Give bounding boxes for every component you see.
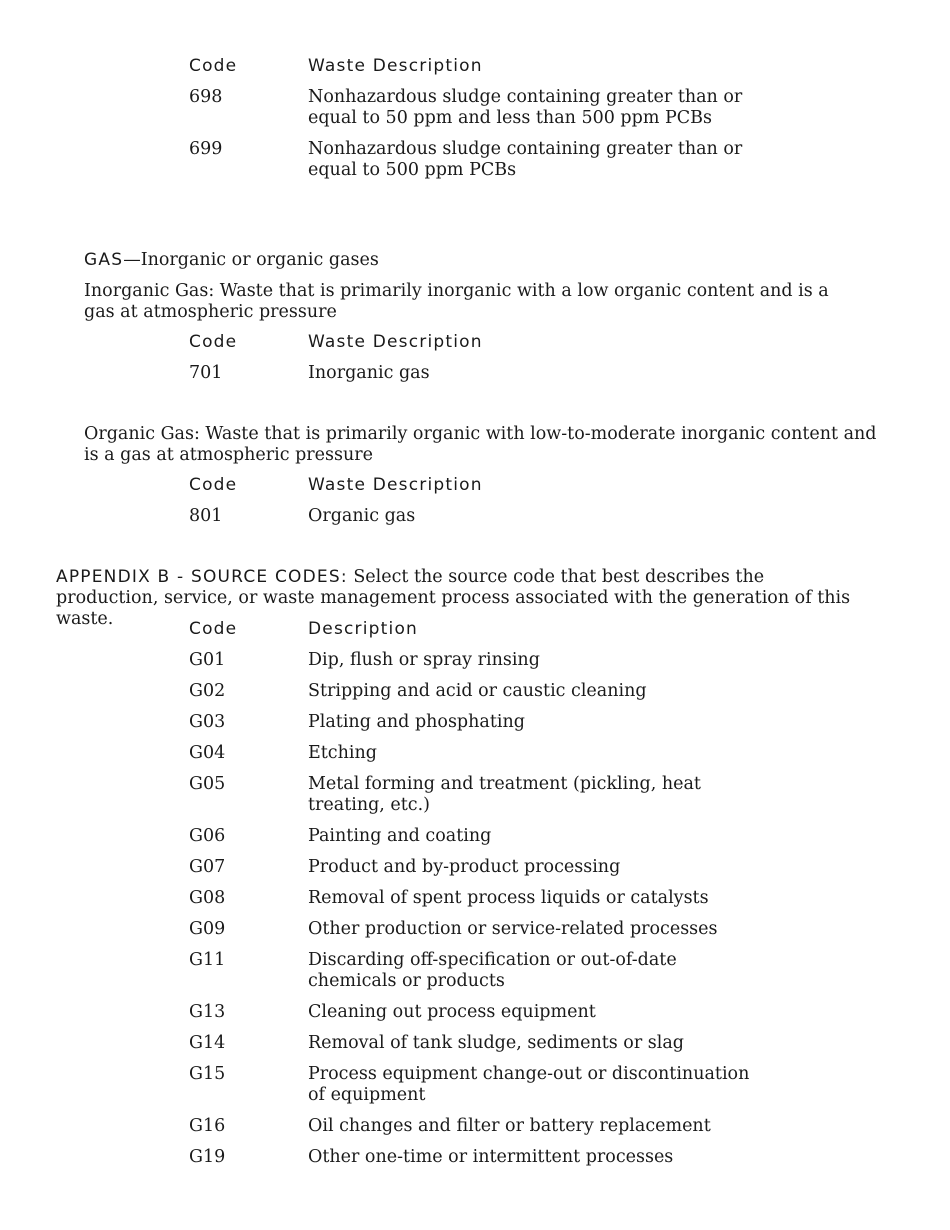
- code-column-header: Code: [189, 619, 238, 639]
- row-description: Organic gas: [308, 506, 416, 526]
- row-code: G11: [189, 950, 226, 970]
- row-description: Nonhazardous sludge containing greater than or equal to 50 ppm and less than 500 ppm PCBs: [308, 87, 743, 128]
- appendix-b-text: Select the source code that best describes the production, service, or waste management process associated with the generation of this waste.: [56, 567, 851, 629]
- code-column-header: Code: [189, 56, 238, 76]
- organic-gas-table: [189, 475, 789, 527]
- table-row: [189, 919, 789, 940]
- row-code: G08: [189, 888, 226, 908]
- source-codes-table: [189, 619, 789, 1168]
- table-row: [189, 1033, 789, 1054]
- row-description: Removal of tank sludge, sediments or slag: [308, 1033, 684, 1053]
- description-column-header: Description: [308, 619, 419, 639]
- table-header: [189, 475, 789, 496]
- row-code: 701: [189, 363, 223, 383]
- gas-heading-text: —Inorganic or organic gases: [123, 250, 379, 270]
- row-description: Metal forming and treatment (pickling, heat treating, etc.): [308, 774, 701, 815]
- description-column-header: Waste Description: [308, 56, 483, 76]
- organic-gas-intro: Organic Gas: Waste that is primarily organic with low-to-moderate inorganic content and is a gas at atmospheric pressure: [84, 424, 877, 465]
- table-row: [189, 1116, 789, 1137]
- row-description: Nonhazardous sludge containing greater than or equal to 500 ppm PCBs: [308, 139, 743, 180]
- row-description: Other one-time or intermittent processes: [308, 1147, 674, 1167]
- row-code: G07: [189, 857, 226, 877]
- row-code: 698: [189, 87, 223, 107]
- row-description: Other production or service-related processes: [308, 919, 718, 939]
- table-row: [189, 139, 789, 181]
- row-code: G03: [189, 712, 226, 732]
- row-description: Cleaning out process equipment: [308, 1002, 596, 1022]
- row-description: Plating and phosphating: [308, 712, 525, 732]
- row-code: G06: [189, 826, 226, 846]
- row-description: Oil changes and filter or battery replacement: [308, 1116, 711, 1136]
- inorganic-gas-intro: Inorganic Gas: Waste that is primarily inorganic with a low organic content and is a gas at atmospheric pressure: [84, 281, 829, 322]
- row-description: Removal of spent process liquids or catalysts: [308, 888, 709, 908]
- row-code: G04: [189, 743, 226, 763]
- row-description: Inorganic gas: [308, 363, 430, 383]
- row-code: G02: [189, 681, 226, 701]
- table-row: [189, 363, 789, 384]
- row-description: Process equipment change-out or discontinuation of equipment: [308, 1064, 750, 1105]
- table-row: [189, 650, 789, 671]
- appendix-b-label: APPENDIX B - SOURCE CODES:: [56, 567, 348, 587]
- table-row: [189, 950, 789, 992]
- row-code: G15: [189, 1064, 226, 1084]
- row-code: G09: [189, 919, 226, 939]
- inorganic-gas-table: [189, 332, 789, 384]
- gas-section-heading: [84, 250, 904, 271]
- table-row: [189, 681, 789, 702]
- table-row: [189, 1064, 789, 1106]
- row-description: Discarding off-specification or out-of-date chemicals or products: [308, 950, 677, 991]
- code-column-header: Code: [189, 332, 238, 352]
- table-row: [189, 743, 789, 764]
- description-column-header: Waste Description: [308, 475, 483, 495]
- row-description: Product and by-product processing: [308, 857, 621, 877]
- top-waste-table: [189, 56, 789, 181]
- table-row: [189, 1002, 789, 1023]
- row-description: Painting and coating: [308, 826, 492, 846]
- table-row: [189, 506, 789, 527]
- table-header: [189, 619, 789, 640]
- row-description: Etching: [308, 743, 377, 763]
- table-row: [189, 712, 789, 733]
- row-code: 699: [189, 139, 223, 159]
- table-row: [189, 826, 789, 847]
- table-row: [189, 87, 789, 129]
- table-row: [189, 888, 789, 909]
- row-code: G01: [189, 650, 226, 670]
- row-code: G05: [189, 774, 226, 794]
- row-code: G16: [189, 1116, 226, 1136]
- row-code: G14: [189, 1033, 226, 1053]
- row-code: G19: [189, 1147, 226, 1167]
- table-row: [189, 1147, 789, 1168]
- row-description: Dip, flush or spray rinsing: [308, 650, 540, 670]
- row-code: 801: [189, 506, 223, 526]
- row-code: G13: [189, 1002, 226, 1022]
- table-row: [189, 774, 789, 816]
- gas-heading-label: GAS: [84, 250, 124, 270]
- description-column-header: Waste Description: [308, 332, 483, 352]
- table-row: [189, 857, 789, 878]
- row-description: Stripping and acid or caustic cleaning: [308, 681, 647, 701]
- table-header: [189, 56, 789, 77]
- table-header: [189, 332, 789, 353]
- code-column-header: Code: [189, 475, 238, 495]
